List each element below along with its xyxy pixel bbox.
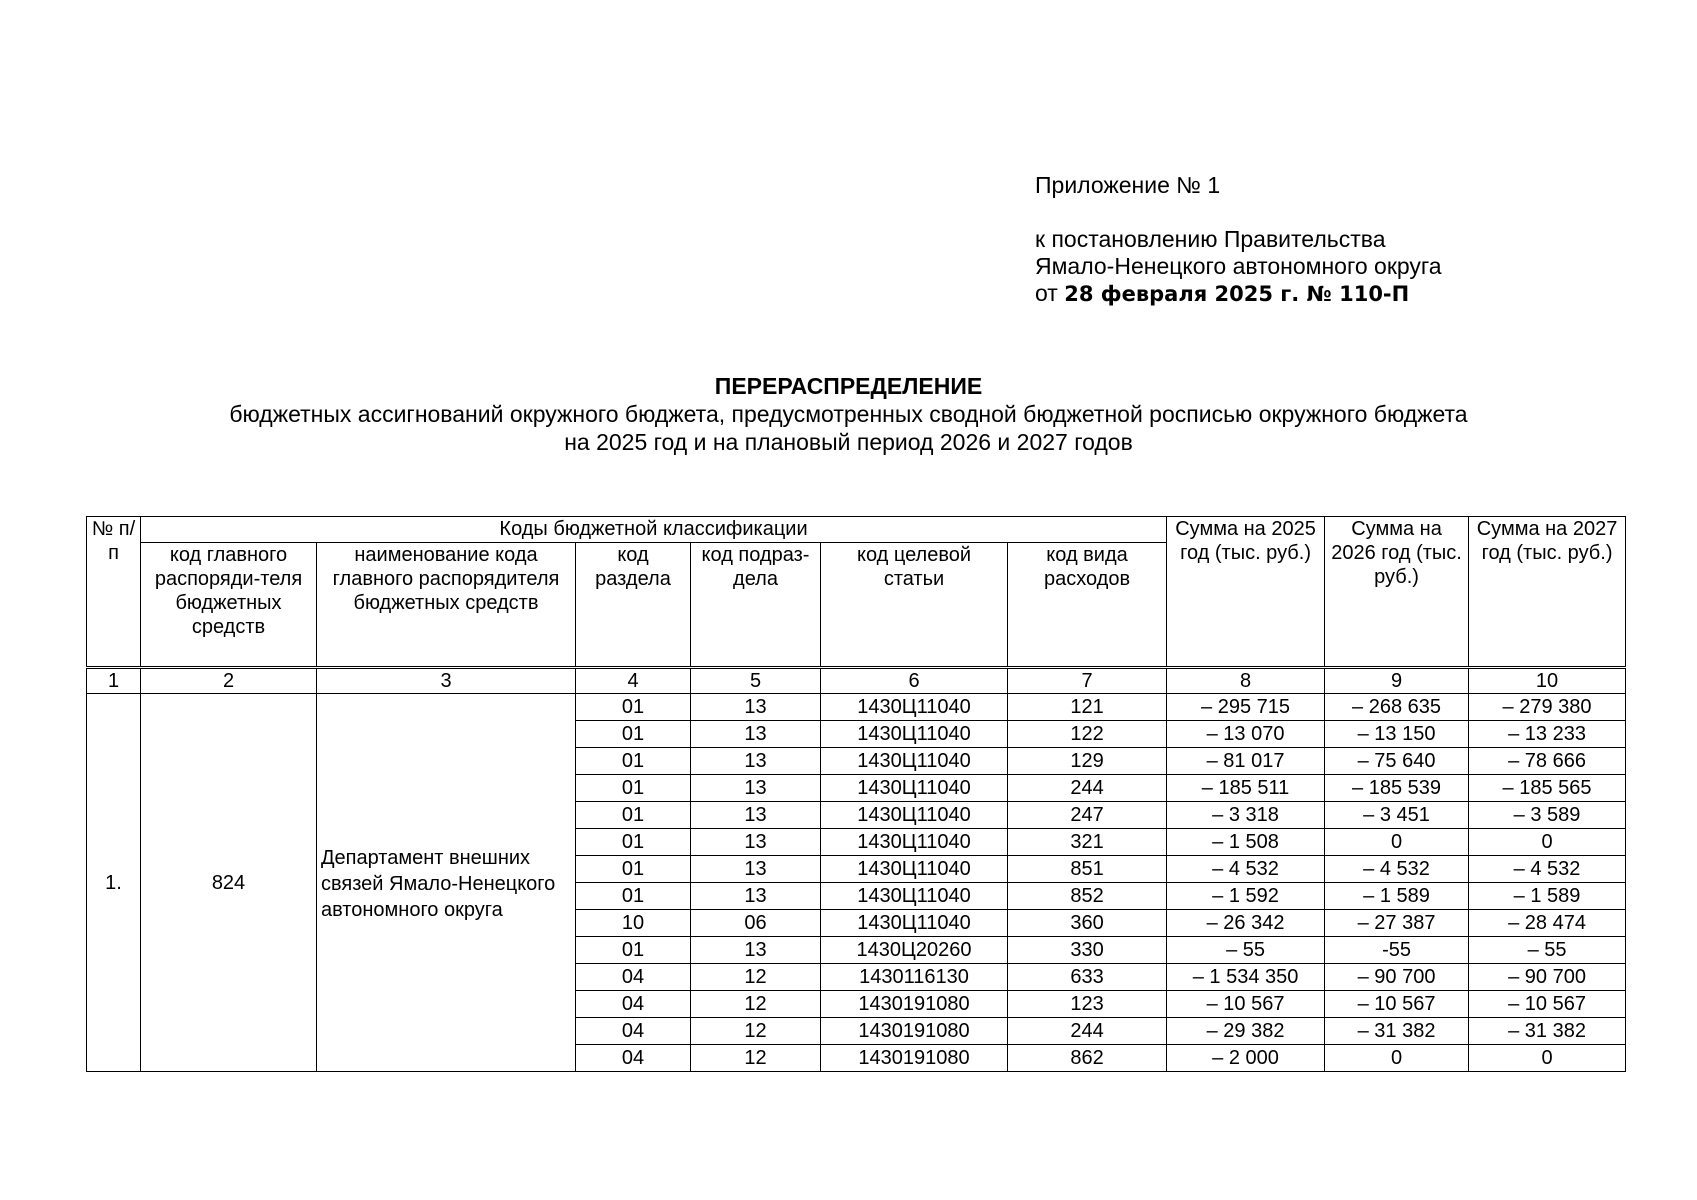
appendix-line-2: Ямало-Ненецкого автономного округа xyxy=(1035,253,1442,279)
section-code-cell: 04 xyxy=(576,964,691,991)
header-manager-name: наименование кода главного распорядителя бюджетных средств xyxy=(317,543,576,668)
sum-2025-cell: – 1 534 350 xyxy=(1167,964,1325,991)
sum-2027-cell: – 78 666 xyxy=(1469,748,1626,775)
sum-2027-cell: 0 xyxy=(1469,1045,1626,1072)
appendix-date-value: 28 февраля 2025 г. № 110-П xyxy=(1064,282,1410,306)
sum-2025-cell: – 4 532 xyxy=(1167,856,1325,883)
header-expense-type-code: код вида расходов xyxy=(1008,543,1167,668)
document-subtitle-line-1: бюджетных ассигнований окружного бюджета, предусмотренных сводной бюджетной росписью окружного бюджета xyxy=(229,401,1468,427)
column-number: 9 xyxy=(1325,668,1469,694)
target-code-cell: 1430Ц11040 xyxy=(821,694,1008,721)
sum-2027-cell: – 28 474 xyxy=(1469,910,1626,937)
section-code-cell: 01 xyxy=(576,775,691,802)
sum-2025-cell: – 1 592 xyxy=(1167,883,1325,910)
subsection-code-cell: 06 xyxy=(691,910,821,937)
table-header-row xyxy=(87,517,1626,543)
subsection-code-cell: 12 xyxy=(691,991,821,1018)
sum-2026-cell: 0 xyxy=(1325,829,1469,856)
target-code-cell: 1430Ц11040 xyxy=(821,775,1008,802)
column-number: 4 xyxy=(576,668,691,694)
header-sum-2025: Сумма на 2025 год (тыс. руб.) xyxy=(1167,517,1325,668)
header-sum-2026: Сумма на 2026 год (тыс. руб.) xyxy=(1325,517,1469,668)
section-code-cell: 01 xyxy=(576,802,691,829)
appendix-number: Приложение № 1 xyxy=(1035,172,1221,198)
section-code-cell: 04 xyxy=(576,1018,691,1045)
manager-name-cell: Департамент внешних связей Ямало-Ненецкого автономного округа xyxy=(317,694,576,1072)
sum-2027-cell: – 1 589 xyxy=(1469,883,1626,910)
sum-2026-cell: – 31 382 xyxy=(1325,1018,1469,1045)
sum-2027-cell: – 185 565 xyxy=(1469,775,1626,802)
sum-2025-cell: – 3 318 xyxy=(1167,802,1325,829)
column-number: 6 xyxy=(821,668,1008,694)
subsection-code-cell: 13 xyxy=(691,775,821,802)
manager-code-cell: 824 xyxy=(141,694,317,1072)
section-code-cell: 01 xyxy=(576,748,691,775)
expense-type-cell: 121 xyxy=(1008,694,1167,721)
sum-2026-cell: – 75 640 xyxy=(1325,748,1469,775)
sum-2027-cell: – 90 700 xyxy=(1469,964,1626,991)
subsection-code-cell: 13 xyxy=(691,883,821,910)
section-code-cell: 10 xyxy=(576,910,691,937)
sum-2027-cell: – 279 380 xyxy=(1469,694,1626,721)
subsection-code-cell: 12 xyxy=(691,964,821,991)
section-code-cell: 04 xyxy=(576,991,691,1018)
sum-2025-cell: – 295 715 xyxy=(1167,694,1325,721)
sum-2027-cell: – 55 xyxy=(1469,937,1626,964)
column-number: 10 xyxy=(1469,668,1626,694)
sum-2026-cell: – 1 589 xyxy=(1325,883,1469,910)
section-code-cell: 04 xyxy=(576,1045,691,1072)
header-sum-2027: Сумма на 2027 год (тыс. руб.) xyxy=(1469,517,1626,668)
sum-2026-cell: – 27 387 xyxy=(1325,910,1469,937)
target-code-cell: 1430Ц11040 xyxy=(821,829,1008,856)
sum-2026-cell: – 4 532 xyxy=(1325,856,1469,883)
header-num: № п/п xyxy=(87,517,141,668)
target-code-cell: 1430Ц11040 xyxy=(821,883,1008,910)
sum-2025-cell: – 185 511 xyxy=(1167,775,1325,802)
section-code-cell: 01 xyxy=(576,937,691,964)
target-code-cell: 1430Ц11040 xyxy=(821,721,1008,748)
column-number: 7 xyxy=(1008,668,1167,694)
sum-2025-cell: – 2 000 xyxy=(1167,1045,1325,1072)
sum-2026-cell: – 185 539 xyxy=(1325,775,1469,802)
target-code-cell: 1430191080 xyxy=(821,1018,1008,1045)
appendix-date-prefix: от xyxy=(1035,280,1065,306)
sum-2025-cell: – 10 567 xyxy=(1167,991,1325,1018)
target-code-cell: 1430191080 xyxy=(821,991,1008,1018)
expense-type-cell: 862 xyxy=(1008,1045,1167,1072)
expense-type-cell: 852 xyxy=(1008,883,1167,910)
appendix-line-1: к постановлению Правительства xyxy=(1035,226,1386,252)
appendix-block xyxy=(1035,172,1442,308)
sum-2026-cell: – 10 567 xyxy=(1325,991,1469,1018)
header-manager-code: код главного распоряди-теля бюджетных средств xyxy=(141,543,317,668)
sum-2026-cell: – 3 451 xyxy=(1325,802,1469,829)
sum-2025-cell: – 1 508 xyxy=(1167,829,1325,856)
document-title-block xyxy=(0,372,1697,456)
subsection-code-cell: 13 xyxy=(691,694,821,721)
sum-2026-cell: -55 xyxy=(1325,937,1469,964)
expense-type-cell: 244 xyxy=(1008,1018,1167,1045)
subsection-code-cell: 12 xyxy=(691,1045,821,1072)
sum-2027-cell: – 13 233 xyxy=(1469,721,1626,748)
expense-type-cell: 123 xyxy=(1008,991,1167,1018)
expense-type-cell: 129 xyxy=(1008,748,1167,775)
sum-2025-cell: – 26 342 xyxy=(1167,910,1325,937)
section-code-cell: 01 xyxy=(576,883,691,910)
sum-2027-cell: 0 xyxy=(1469,829,1626,856)
sum-2025-cell: – 55 xyxy=(1167,937,1325,964)
section-code-cell: 01 xyxy=(576,694,691,721)
target-code-cell: 1430191080 xyxy=(821,1045,1008,1072)
sum-2026-cell: – 268 635 xyxy=(1325,694,1469,721)
header-target-code: код целевой статьи xyxy=(821,543,1008,668)
column-numbers-row xyxy=(87,668,1626,694)
subsection-code-cell: 12 xyxy=(691,1018,821,1045)
column-number: 1 xyxy=(87,668,141,694)
subsection-code-cell: 13 xyxy=(691,856,821,883)
sum-2027-cell: – 10 567 xyxy=(1469,991,1626,1018)
column-number: 8 xyxy=(1167,668,1325,694)
table-row xyxy=(87,694,1626,721)
expense-type-cell: 851 xyxy=(1008,856,1167,883)
expense-type-cell: 633 xyxy=(1008,964,1167,991)
sum-2025-cell: – 29 382 xyxy=(1167,1018,1325,1045)
subsection-code-cell: 13 xyxy=(691,802,821,829)
expense-type-cell: 330 xyxy=(1008,937,1167,964)
section-code-cell: 01 xyxy=(576,856,691,883)
target-code-cell: 1430Ц20260 xyxy=(821,937,1008,964)
header-subsection-code: код подраз-дела xyxy=(691,543,821,668)
target-code-cell: 1430Ц11040 xyxy=(821,802,1008,829)
document-subtitle-line-2: на 2025 год и на плановый период 2026 и 2027 годов xyxy=(564,429,1133,455)
expense-type-cell: 360 xyxy=(1008,910,1167,937)
header-codes-group: Коды бюджетной классификации xyxy=(141,517,1167,543)
section-code-cell: 01 xyxy=(576,721,691,748)
sum-2027-cell: – 3 589 xyxy=(1469,802,1626,829)
sum-2027-cell: – 31 382 xyxy=(1469,1018,1626,1045)
column-number: 3 xyxy=(317,668,576,694)
sum-2027-cell: – 4 532 xyxy=(1469,856,1626,883)
document-title: ПЕРЕРАСПРЕДЕЛЕНИЕ xyxy=(714,373,983,399)
header-section-code: код раздела xyxy=(576,543,691,668)
table-body xyxy=(87,668,1626,1072)
budget-table xyxy=(86,516,1626,1072)
subsection-code-cell: 13 xyxy=(691,937,821,964)
column-number: 2 xyxy=(141,668,317,694)
expense-type-cell: 244 xyxy=(1008,775,1167,802)
expense-type-cell: 247 xyxy=(1008,802,1167,829)
target-code-cell: 1430Ц11040 xyxy=(821,856,1008,883)
column-number: 5 xyxy=(691,668,821,694)
target-code-cell: 1430Ц11040 xyxy=(821,748,1008,775)
sum-2026-cell: 0 xyxy=(1325,1045,1469,1072)
target-code-cell: 1430Ц11040 xyxy=(821,910,1008,937)
appendix-date-line xyxy=(1035,280,1442,308)
target-code-cell: 1430116130 xyxy=(821,964,1008,991)
sum-2026-cell: – 13 150 xyxy=(1325,721,1469,748)
subsection-code-cell: 13 xyxy=(691,748,821,775)
expense-type-cell: 321 xyxy=(1008,829,1167,856)
sum-2026-cell: – 90 700 xyxy=(1325,964,1469,991)
section-code-cell: 01 xyxy=(576,829,691,856)
subsection-code-cell: 13 xyxy=(691,721,821,748)
expense-type-cell: 122 xyxy=(1008,721,1167,748)
sum-2025-cell: – 81 017 xyxy=(1167,748,1325,775)
sum-2025-cell: – 13 070 xyxy=(1167,721,1325,748)
row-num-cell: 1. xyxy=(87,694,141,1072)
subsection-code-cell: 13 xyxy=(691,829,821,856)
